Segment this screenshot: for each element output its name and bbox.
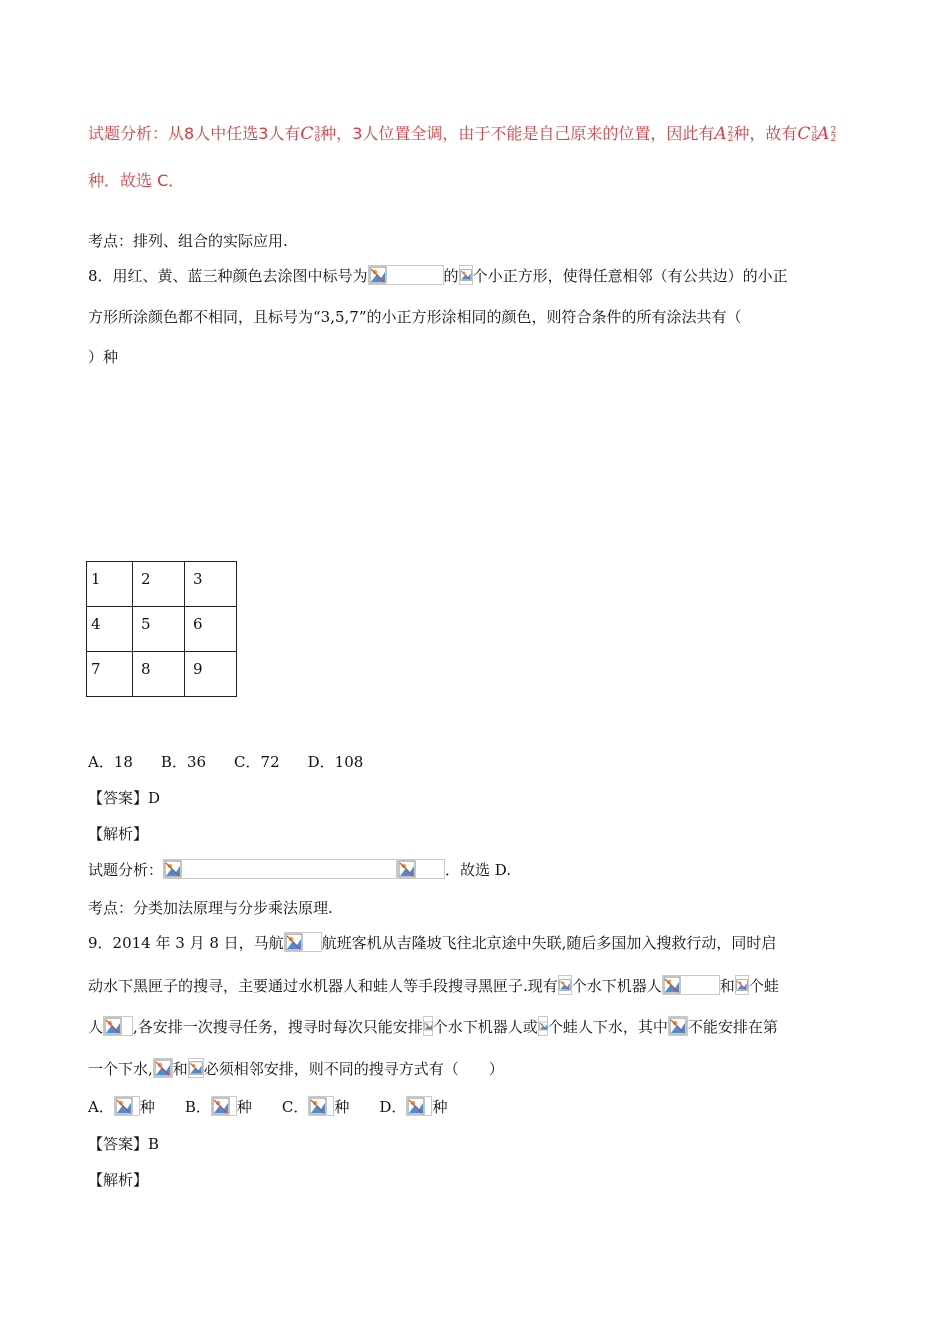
formula-image-icon (368, 265, 444, 285)
q8-line2: 方形所涂颜色都不相同，且标号为“3,5,7”的小正方形涂相同的颜色，则符合条件的所有涂法共有（ (88, 308, 742, 326)
formula-image-icon (397, 859, 445, 879)
grid-cell: 3 (185, 562, 237, 607)
grid-cell: 2 (133, 562, 185, 607)
option-d: D．108 (307, 753, 364, 771)
grid-cell: 8 (133, 652, 185, 697)
grid-cell: 4 (87, 607, 133, 652)
q9-answer: 【答案】B (88, 1135, 160, 1153)
formula-image-icon (284, 932, 322, 952)
q9-line3: 人 ,各安排一次搜寻任务，搜寻时每次只能安排 个水下机器人或 个蛙人下水，其中 不能安排在第 (88, 1018, 778, 1036)
grid-cell: 1 (87, 562, 133, 607)
option-a: A． 种 (88, 1098, 155, 1116)
combination-formula: C 3 8 (300, 124, 321, 144)
formula-image-icon (163, 859, 397, 879)
formula-image-icon (103, 1016, 133, 1036)
grid-cell: 6 (185, 607, 237, 652)
q9-line2: 动水下黑匣子的搜寻，主要通过水机器人和蛙人等手段搜寻黑匣子.现有 个水下机器人 和 个蛙 (88, 977, 779, 995)
q8-line1: 8．用红、黄、蓝三种颜色去涂图中标号为 的 个小正方形，使得任意相邻（有公共边）的小正 (88, 267, 788, 285)
q8-line3: ）种 (88, 348, 119, 366)
formula-image-icon (114, 1096, 140, 1116)
formula-image-icon (735, 975, 749, 995)
formula-image-icon (423, 1016, 433, 1036)
option-c: C．72 (234, 753, 280, 771)
previous-kaodian: 考点：排列、组合的实际应用. (88, 232, 288, 250)
q8-kaodian: 考点：分类加法原理与分步乘法原理. (88, 899, 333, 917)
formula-image-icon (153, 1058, 173, 1078)
q8-analysis: 试题分析： ．故选 D. (88, 861, 512, 879)
formula-image-icon (308, 1096, 334, 1116)
formula-image-icon (211, 1096, 237, 1116)
q8-jiexi: 【解析】 (88, 825, 149, 843)
combination-arrangement-formula: C 3 8 A 2 2 (797, 124, 837, 144)
option-b: B． 种 (184, 1098, 252, 1116)
q9-line1: 9．2014 年 3 月 8 日，马航 航班客机从吉隆坡飞往北京途中失联,随后多国加入搜救行动，同时启 (88, 934, 777, 952)
q9-options (88, 1096, 447, 1117)
q8-answer: 【答案】D (88, 789, 161, 807)
option-c: C． 种 (281, 1098, 350, 1116)
arrangement-formula: A 2 2 (714, 124, 734, 144)
formula-image-icon (459, 265, 473, 285)
formula-image-icon (406, 1096, 432, 1116)
q8-options (88, 751, 363, 772)
q9-jiexi: 【解析】 (88, 1171, 149, 1189)
grid-cell: 7 (87, 652, 133, 697)
formula-image-icon (668, 1016, 688, 1036)
numbered-square-grid (86, 561, 237, 697)
formula-image-icon (188, 1058, 204, 1078)
option-a: A．18 (88, 753, 133, 771)
formula-image-icon (558, 975, 572, 995)
q9-line4: 一个下水, 和 必须相邻安排，则不同的搜寻方式有（ ） (88, 1060, 504, 1078)
option-d: D． 种 (379, 1098, 448, 1116)
formula-image-icon (662, 975, 720, 995)
previous-solution-line2: 种．故选 C． (88, 171, 185, 190)
grid-cell: 9 (185, 652, 237, 697)
previous-solution-line1: 试题分析：从8人中任选3人有C 3 8 种，3人位置全调，由于不能是自己原来的位置，因此有A 2 2 种，故有C 3 8 A 2 2 (88, 124, 837, 144)
formula-image-icon (538, 1016, 548, 1036)
option-b: B．36 (160, 753, 207, 771)
grid-cell: 5 (133, 607, 185, 652)
